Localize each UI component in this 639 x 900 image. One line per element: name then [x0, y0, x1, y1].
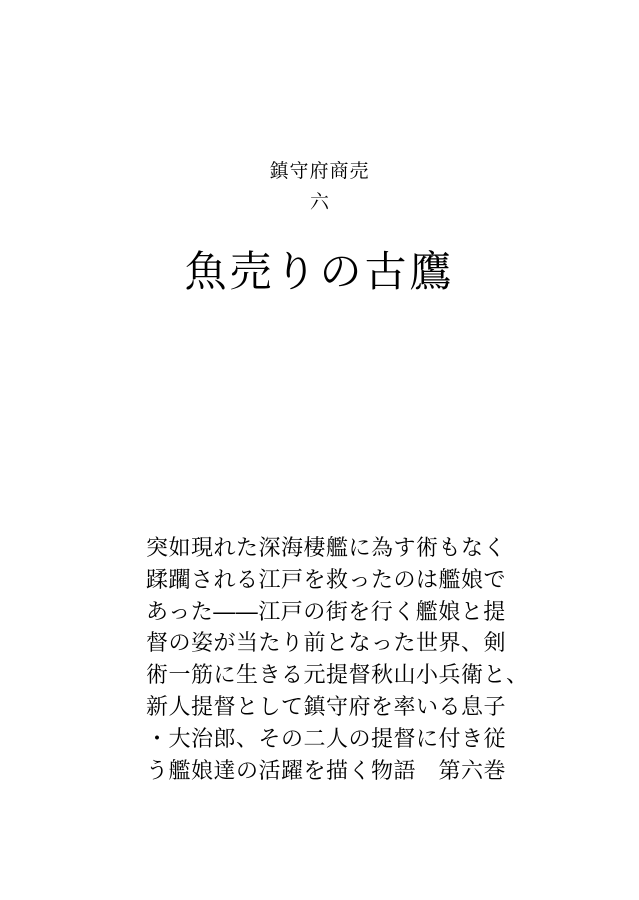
- main-title: 魚売りの古鷹: [184, 247, 455, 296]
- synopsis-line: 新人提督として鎮守府を率いる息子: [146, 694, 507, 720]
- synopsis-line: 蹂躙される江戸を救ったのは艦娘で: [146, 567, 507, 593]
- synopsis-line: あった――江戸の街を行く艦娘と提: [146, 599, 506, 625]
- volume-number: 六: [309, 191, 329, 213]
- synopsis-line: 督の姿が当たり前となった世界、剣: [146, 631, 507, 657]
- synopsis-line: ・大治郎、その二人の提督に付き従: [146, 726, 507, 752]
- synopsis-line: 術一筋に生きる元提督秋山小兵衛と、: [146, 663, 529, 689]
- series-title: 鎮守府商売: [269, 160, 370, 182]
- synopsis-line: 突如現れた深海棲艦に為す術もなく: [146, 536, 507, 561]
- synopsis: [146, 533, 529, 787]
- synopsis-line: う艦娘達の活躍を描く物語 第六巻: [146, 758, 507, 784]
